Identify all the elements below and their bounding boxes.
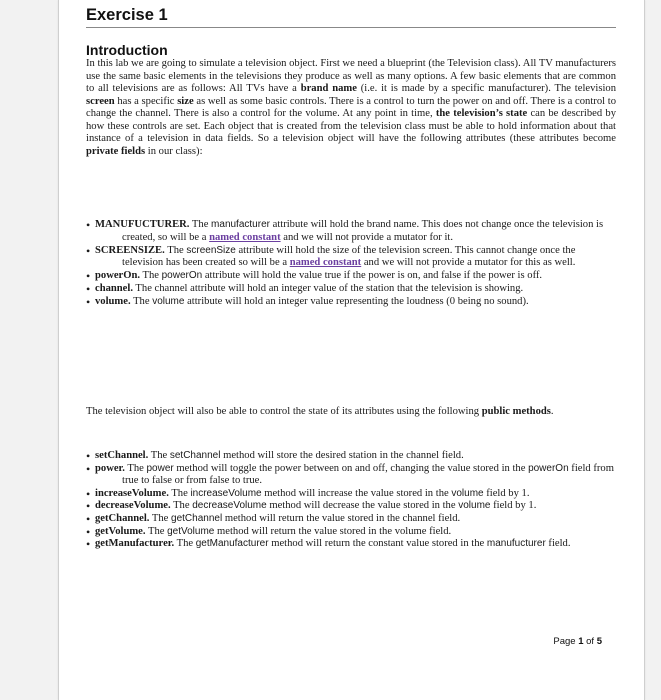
list-item: • decreaseVolume. The decreaseVolume method will decrease the value stored in the volume field by 1.	[86, 500, 616, 513]
section-heading: Introduction	[86, 42, 168, 58]
attributes-list	[86, 219, 616, 309]
list-item: • getChannel. The getChannel method will return the value stored in the channel field.	[86, 513, 616, 526]
title-text: Exercise 1	[86, 6, 168, 24]
document-page	[58, 0, 645, 700]
intro-paragraph: In this lab we are going to simulate a television object. First we need a blueprint (the Television class). All TV manufacturers use the same basic elements in the televisions they produce as well as many options. A few basic elements that are common to all televisions are as follows: All TVs have a brand name (i.e. it is made by a specific manufacturer). The television screen has a specific size as well as some basic controls. There is a control to turn the power on and off. There is a control to change the channel. There is also a control for the volume. At any point in time, the television’s state can be described by how these controls are set. Each object that is created from the television class must be able to hold information about that instance of a television in data fields. So a television object will have the following attributes (these attributes become private fields in our class):	[86, 58, 616, 157]
methods-list	[86, 450, 616, 551]
list-item: • setChannel. The setChannel method will store the desired station in the channel field.	[86, 450, 616, 463]
list-item: • power. The power method will toggle the power between on and off, changing the value stored in the powerOn field from true to false or from false to true.	[86, 463, 616, 488]
named-constant-link[interactable]: named constant	[209, 231, 281, 243]
named-constant-link[interactable]: named constant	[289, 257, 362, 269]
methods-intro-paragraph: The television object will also be able to control the state of its attributes using the following public methods.	[86, 406, 554, 417]
list-item: • channel. The channel attribute will hold an integer value of the station that the television is showing.	[86, 283, 616, 296]
list-item: • volume. The volume attribute will hold an integer value representing the loudness (0 being no sound).	[86, 296, 616, 309]
list-item: • getVolume. The getVolume method will return the value stored in the volume field.	[86, 526, 616, 539]
page-number: Page 1 of 5	[553, 636, 602, 647]
list-item: • SCREENSIZE. The screenSize attribute will hold the size of the television screen. This cannot change once the television has been created so will be a named constant and we will not provide a mutator for this as well.	[86, 245, 616, 270]
title-divider	[86, 27, 616, 28]
list-item: • increaseVolume. The increaseVolume method will increase the value stored in the volume field by 1.	[86, 488, 616, 501]
list-item: • powerOn. The powerOn attribute will hold the value true if the power is on, and false if the power is off.	[86, 270, 616, 283]
list-item: • MANUFUCTURER. The manufacturer attribute will hold the brand name. This does not change once the television is created, so will be a named constant and we will not provide a mutator for it.	[86, 219, 616, 244]
page-title	[86, 6, 616, 25]
list-item: • getManufacturer. The getManufacturer method will return the constant value stored in the manufucturer field.	[86, 538, 616, 551]
